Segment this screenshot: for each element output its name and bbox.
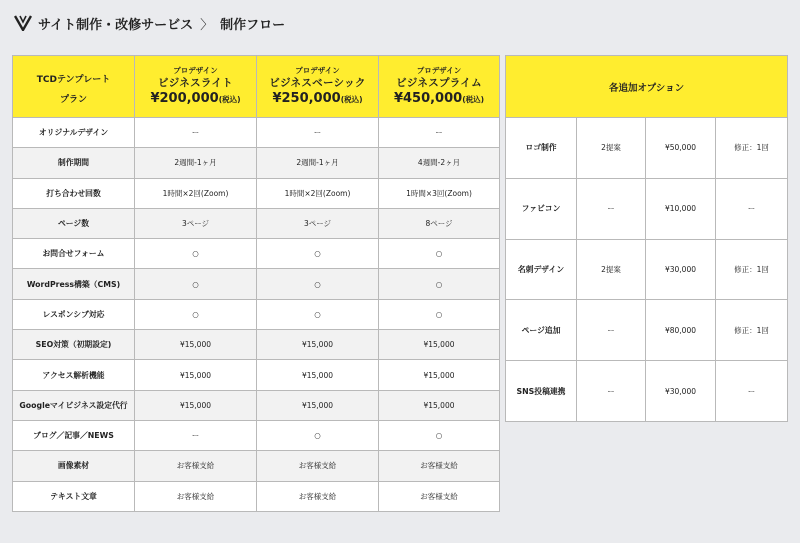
table-row: [13, 269, 500, 299]
table-cell: ー: [257, 118, 379, 148]
table-cell: ○: [257, 269, 379, 299]
table-cell: ¥15,000: [135, 330, 257, 360]
table-row: [506, 361, 788, 422]
table-row: [506, 239, 788, 300]
row-label: レスポンシブ対応: [13, 299, 135, 329]
table-row: [13, 481, 500, 511]
breadcrumb-current-page: 制作フロー: [220, 17, 286, 33]
table-cell: ○: [379, 269, 500, 299]
plan-name: ビジネスプライム: [396, 77, 482, 89]
breadcrumb: [14, 12, 285, 34]
plan-price: ¥450,000: [393, 91, 463, 106]
table-row: [13, 360, 500, 390]
row-label: WordPress構築（CMS): [13, 269, 135, 299]
table-cell: ○: [135, 269, 257, 299]
plan-name: ビジネスベーシック: [269, 77, 366, 89]
table-cell: ¥15,000: [379, 360, 500, 390]
option-table: [505, 55, 788, 422]
table-cell: 8ページ: [379, 208, 500, 238]
plan-price: ¥250,000: [272, 91, 341, 106]
table-row: [13, 330, 500, 360]
table-cell: 修正：1回: [716, 239, 788, 300]
table-cell: ¥30,000: [646, 361, 716, 422]
row-label: お問合せフォーム: [13, 239, 135, 269]
table-cell: 2提案: [577, 118, 646, 179]
table-cell: ¥15,000: [379, 390, 500, 420]
option-header-row: [506, 56, 788, 118]
table-row: [13, 239, 500, 269]
table-cell: ○: [379, 299, 500, 329]
row-label: Googleマイビジネス設定代行: [13, 390, 135, 420]
breadcrumb-service-link[interactable]: サイト制作・改修サービス: [38, 17, 194, 33]
table-cell: お客様支給: [379, 481, 500, 511]
table-cell: 2週間-1ヶ月: [135, 148, 257, 178]
table-cell: ¥30,000: [646, 239, 716, 300]
plan-price: ¥200,000: [150, 91, 219, 106]
table-cell: ¥15,000: [379, 330, 500, 360]
row-label: 画像素材: [13, 451, 135, 481]
table-cell: ¥15,000: [135, 360, 257, 390]
table-cell: ○: [135, 299, 257, 329]
table-cell: ー: [577, 300, 646, 361]
row-label: アクセス解析機能: [13, 360, 135, 390]
table-cell: 修正：1回: [716, 118, 788, 179]
plan-tag: プロデザイン: [295, 66, 340, 75]
table-cell: お客様支給: [135, 451, 257, 481]
corner-label-line2: プラン: [59, 94, 87, 105]
tax-note: (税込): [462, 95, 485, 104]
table-cell: 2週間-1ヶ月: [257, 148, 379, 178]
corner-label-line1: TCDテンプレート: [36, 74, 111, 85]
row-label: ファビコン: [506, 178, 577, 239]
row-label: 制作期間: [13, 148, 135, 178]
row-label: ページ数: [13, 208, 135, 238]
table-row: [13, 118, 500, 148]
tax-note: (税込): [340, 95, 363, 104]
plan-header-light: [135, 56, 257, 118]
row-label: ページ追加: [506, 300, 577, 361]
table-row: [13, 390, 500, 420]
table-cell: ー: [135, 420, 257, 450]
table-cell: 1時間×2回(Zoom): [257, 178, 379, 208]
table-cell: ー: [716, 178, 788, 239]
table-cell: ¥10,000: [646, 178, 716, 239]
table-cell: ○: [257, 420, 379, 450]
table-cell: ー: [379, 118, 500, 148]
table-cell: ○: [379, 239, 500, 269]
row-label: ブログ／記事／NEWS: [13, 420, 135, 450]
table-row: [13, 208, 500, 238]
row-label: 打ち合わせ回数: [13, 178, 135, 208]
table-row: [13, 178, 500, 208]
table-row: [13, 299, 500, 329]
row-label: SEO対策（初期設定): [13, 330, 135, 360]
plan-corner-header: [13, 56, 135, 118]
table-cell: お客様支給: [379, 451, 500, 481]
plan-comparison-table: [12, 55, 500, 512]
row-label: ロゴ制作: [506, 118, 577, 179]
table-row: [13, 451, 500, 481]
table-cell: 1時間×2回(Zoom): [135, 178, 257, 208]
plan-header-prime: [379, 56, 500, 118]
table-cell: ¥80,000: [646, 300, 716, 361]
table-row: [13, 420, 500, 450]
table-cell: お客様支給: [257, 481, 379, 511]
table-cell: 2提案: [577, 239, 646, 300]
table-cell: ¥15,000: [135, 390, 257, 420]
table-cell: ○: [257, 299, 379, 329]
row-label: SNS投稿連携: [506, 361, 577, 422]
table-cell: ¥15,000: [257, 390, 379, 420]
table-row: [13, 148, 500, 178]
plan-header-row: [13, 56, 500, 118]
v-logo-icon: [14, 15, 32, 31]
option-table-title: 各追加オプション: [506, 56, 788, 118]
plan-header-basic: [257, 56, 379, 118]
table-cell: 3ページ: [257, 208, 379, 238]
table-cell: ¥50,000: [646, 118, 716, 179]
plan-tag: プロデザイン: [416, 66, 462, 75]
table-cell: ー: [716, 361, 788, 422]
tax-note: (税込): [218, 95, 241, 104]
table-cell: ー: [577, 178, 646, 239]
table-row: [506, 300, 788, 361]
table-cell: 1時間×3回(Zoom): [379, 178, 500, 208]
row-label: オリジナルデザイン: [13, 118, 135, 148]
table-cell: ○: [379, 420, 500, 450]
table-cell: お客様支給: [135, 481, 257, 511]
table-cell: 4週間-2ヶ月: [379, 148, 500, 178]
row-label: 名刺デザイン: [506, 239, 577, 300]
table-row: [506, 118, 788, 179]
table-cell: ¥15,000: [257, 360, 379, 390]
plan-name: ビジネスライト: [158, 77, 233, 89]
table-cell: 修正：1回: [716, 300, 788, 361]
table-row: [506, 178, 788, 239]
table-cell: ー: [577, 361, 646, 422]
breadcrumb-separator: 〉: [200, 17, 214, 33]
table-cell: ○: [257, 239, 379, 269]
table-cell: お客様支給: [257, 451, 379, 481]
table-cell: ¥15,000: [257, 330, 379, 360]
table-cell: ○: [135, 239, 257, 269]
plan-tag: プロデザイン: [173, 66, 218, 75]
row-label: テキスト文章: [13, 481, 135, 511]
table-cell: 3ページ: [135, 208, 257, 238]
table-cell: ー: [135, 118, 257, 148]
